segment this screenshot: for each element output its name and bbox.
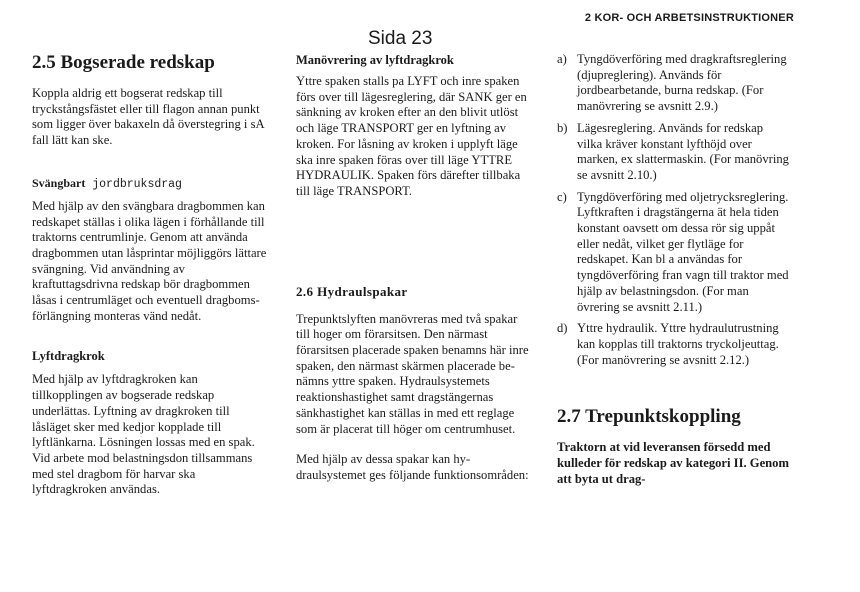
list-item-text: Tyngdöverföring med dragkraftsreglering (djupreglering). Används för jordbearbetande, burna redskap. (For manövrering se avsnitt 2.9.) (577, 52, 787, 114)
chapter-header: 2 KOR‑ OCH ARBETSINSTRUKTIONER (584, 12, 794, 24)
paragraph-trepunktslyften: Trepunktslyften manövreras med två spakar till hoger om förarsitsen. Den närmast förarsitsen placerade spaken benamns här inre spaken, den närmast skärmen placerade benämns yttre spaken. Hydraulsystemets reaktionshastighet samt dragstängernas sänkhastighet kan ställas in med ett reglage som är placerat till höger om centrumhuset. (296, 311, 529, 436)
paragraph-belastningsdon: Vid arbete mod belastningsdon tillsammans med stel dragbom för harvar ska lyftdragkroken användas. (32, 450, 253, 497)
list-item (557, 321, 791, 368)
section-title-2-6: 2.6 Hydraulspakar (296, 283, 408, 299)
column-1 (32, 52, 268, 498)
subheading-svangbart-rest: jordbruksdrag (85, 177, 182, 191)
list-item-label: a) (557, 52, 567, 66)
paragraph-manovrering: Yttre spaken stalls pa LYFT och inre spaken förs over till lägesreglering, där SANK ger en sänkning av kroken efter an den blivit utlöst och läge TRANSPORT ger en lyftning av kroken. For låsning av kroken i upplyft läge ska inre spaken föras over till läge YTTRE HYDRAULIK. Spaken förs därefter tillbaka till läge TRANSPORT. (296, 74, 527, 198)
column-2 (296, 52, 530, 484)
paragraph-lyftdragkrok: Med hjälp av lyftdragkroken kan tillkopplingen av bogserade redskap underlättas. Lyftning av dragkroken till låsläget sker med kedjor kopplade till lyftlänkarna. Lösningen lossas med en spak. (32, 372, 255, 450)
section-title-2-7: 2.7 Trepunktskoppling (557, 406, 741, 428)
subheading-svangbart-bold: Svängbart (32, 175, 86, 190)
paragraph-intro: Koppla aldrig ett bogserat redskap till tryckstångsfästet eller till flagon annan punkt som ligger över bakaxeln då överstegring i sA fall lätt kan ske. (32, 86, 264, 148)
list-item (557, 190, 791, 316)
list-item-label: c) (557, 189, 567, 204)
subheading-manovrering: Manövrering av lyftdragkrok (296, 53, 454, 67)
list-item-label: d) (557, 321, 568, 336)
column-3 (557, 52, 791, 487)
list-item (557, 52, 791, 115)
list-item-text: Tyngdöverföring med oljetrycksreglering. Lyftkraften i dragstängerna ät hela tiden konstant oavsett om dessa rör sig uppåt eller nedåt, vilket ger flytläge for redskapet. Kan bl a användas for tyngdöverföring fran vagn till traktor med hjälp av belastningsdon. (For man övrering se avsnitt 2.11.) (577, 189, 789, 314)
list-item-text: Yttre hydraulik. Yttre hydraulutrustning kan kopplas till traktorns tryckoljeuttag. (For manövrering se avsnitt 2.12.) (577, 321, 779, 367)
page-label: Sida 23 (368, 28, 433, 49)
subheading-lyftdragkrok: Lyftdragkrok (32, 349, 105, 364)
list-item-text: Lägesreglering. Används for redskap vilka kräver konstant lyfthöjd over marken, ex slattermaskin. (For manövring se avsnitt 2.10.) (577, 120, 789, 182)
list-item-label: b) (557, 120, 568, 135)
paragraph-svangbart: Med hjälp av den svängbara dragbommen kan redskapet ställas i olika lägen i förhållande till traktorns centrumlinje. Genom att använda dragbommen utan låsprintar möjliggörs lättare svängning. Vid användning av kraftuttagsdrivna redskap bör dragbommen låsas i centrumläget och eventuell dragbomsförlängning monteras vänd nedåt. (32, 198, 267, 323)
subheading-svangbart (32, 175, 268, 193)
section-title-2-5: 2.5 Bogserade redskap (32, 52, 215, 73)
list-item (557, 121, 791, 184)
paragraph-funktionsomraden: Med hjälp av dessa spakar kan hydraulsystemet ges följande funktionsområden: (296, 452, 529, 482)
paragraph-trepunktskoppling: Traktorn at vid leveransen försedd med kulleder för redskap av kategori II. Genom att byta ut drag- (557, 440, 789, 486)
